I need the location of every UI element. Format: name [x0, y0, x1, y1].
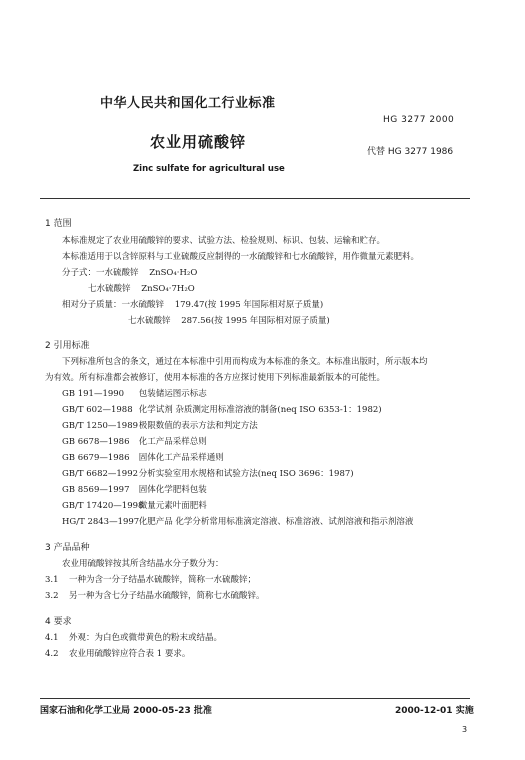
formula-label: 分子式：一水硫酸锌: [62, 268, 139, 278]
reference-title: 极限数值的表示方法和判定方法: [138, 421, 258, 431]
reference-title: 固体化学肥料包装: [138, 485, 207, 495]
mw-monohydrate: 179.47(按 1995 年国际相对原子质量): [174, 300, 324, 310]
formula2-label: 七水硫酸锌: [88, 284, 131, 294]
reference-code: GB/T 1250—1989: [62, 421, 139, 431]
item-number: 4.1: [45, 633, 59, 643]
scope-paragraph-1: 本标准规定了农业用硫酸锌的要求、试验方法、检验规则、标识、包装、运输和贮存。: [62, 236, 386, 246]
reference-code: GB/T 6682—1992: [62, 469, 139, 479]
requirement-item: [45, 650, 190, 659]
footer-rule: [40, 698, 470, 699]
variety-item: [45, 576, 256, 585]
reference-code: GB 8569—1997: [62, 485, 130, 495]
reference-code: GB 191—1990: [62, 389, 125, 399]
mw-label: 相对分子质量：一水硫酸锌: [62, 300, 165, 310]
product-varieties-intro: 农业用硫酸锌按其所含结晶水分子数分为：: [62, 559, 224, 569]
section-1-heading: 1 范围: [45, 219, 72, 229]
standard-category: 中华人民共和国化工行业标准: [100, 96, 276, 111]
reference-item: [62, 518, 413, 527]
item-text: 另一种为含七分子结晶水硫酸锌，简称七水硫酸锌。: [69, 591, 265, 601]
reference-title: 固体化工产品采样通则: [138, 453, 224, 463]
reference-item: [62, 390, 207, 399]
reference-title: 微量元素叶面肥料: [138, 501, 207, 511]
item-text: 农业用硫酸锌应符合表 1 要求。: [69, 649, 191, 659]
formula-heptahydrate: ZnSO₄·7H₂O: [141, 284, 195, 294]
reference-item: [62, 470, 354, 479]
reference-title: 化学试剂 杂质测定用标准溶液的制备(neq ISO 6353-1：1982): [138, 405, 382, 415]
requirement-item: [45, 634, 222, 643]
english-title: Zinc sulfate for agricultural use: [133, 164, 285, 174]
reference-code: GB/T 602—1988: [62, 405, 133, 415]
molecular-weight-line-1: [62, 301, 323, 310]
reference-item: [62, 406, 382, 415]
header-rule: [40, 198, 470, 199]
item-number: 3.2: [45, 591, 59, 601]
formula-line-1: [62, 269, 197, 278]
references-intro-line-1: 下列标准所包含的条文，通过在本标准中引用而构成为本标准的条文。本标准出版时，所示版本均: [62, 357, 428, 367]
reference-item: [62, 502, 207, 511]
section-4-heading: 4 要求: [45, 617, 72, 627]
formula-line-2: [88, 285, 195, 294]
reference-title: 包装储运图示标志: [138, 389, 207, 399]
replaces-note: 代替 HG 3277 1986: [367, 147, 454, 157]
standard-number: HG 3277 2000: [383, 115, 455, 125]
molecular-weight-line-2: [128, 317, 330, 326]
reference-code: GB/T 17420—1998: [62, 501, 144, 511]
mw2-label: 七水硫酸锌: [128, 316, 171, 326]
reference-title: 化工产品采样总则: [138, 437, 207, 447]
reference-item: [62, 422, 258, 431]
reference-code: HG/T 2843—1997: [62, 517, 140, 527]
variety-item: [45, 592, 265, 601]
item-text: 外观：为白色或微带黄色的粉末或结晶。: [69, 633, 223, 643]
scope-paragraph-2: 本标准适用于以含锌原料与工业硫酸反应制得的一水硫酸锌和七水硫酸锌，用作微量元素肥料。: [62, 252, 420, 262]
document-title: 农业用硫酸锌: [150, 133, 247, 151]
reference-code: GB 6678—1986: [62, 437, 130, 447]
reference-title: 分析实验室用水规格和试验方法(neq ISO 3696：1987): [138, 469, 354, 479]
item-number: 4.2: [45, 649, 59, 659]
item-number: 3.1: [45, 575, 59, 585]
references-intro-line-2: 为有效。所有标准都会被修订，使用本标准的各方应探讨使用下列标准最新版本的可能性。: [45, 373, 386, 383]
formula-monohydrate: ZnSO₄·H₂O: [149, 268, 198, 278]
reference-item: [62, 486, 207, 495]
mw-heptahydrate: 287.56(按 1995 年国际相对原子质量): [181, 316, 330, 326]
implementation-date: 2000-12-01 实施: [395, 706, 474, 716]
page-number: 3: [462, 725, 468, 734]
reference-title: 化肥产品 化学分析常用标准滴定溶液、标准溶液、试剂溶液和指示剂溶液: [138, 517, 414, 527]
section-2-heading: 2 引用标准: [45, 341, 90, 351]
reference-item: [62, 454, 224, 463]
approval-note: 国家石油和化学工业局 2000-05-23 批准: [40, 706, 212, 716]
item-text: 一种为含一分子结晶水硫酸锌，简称一水硫酸锌；: [69, 575, 257, 585]
reference-item: [62, 438, 207, 447]
section-3-heading: 3 产品品种: [45, 543, 90, 553]
reference-code: GB 6679—1986: [62, 453, 130, 463]
